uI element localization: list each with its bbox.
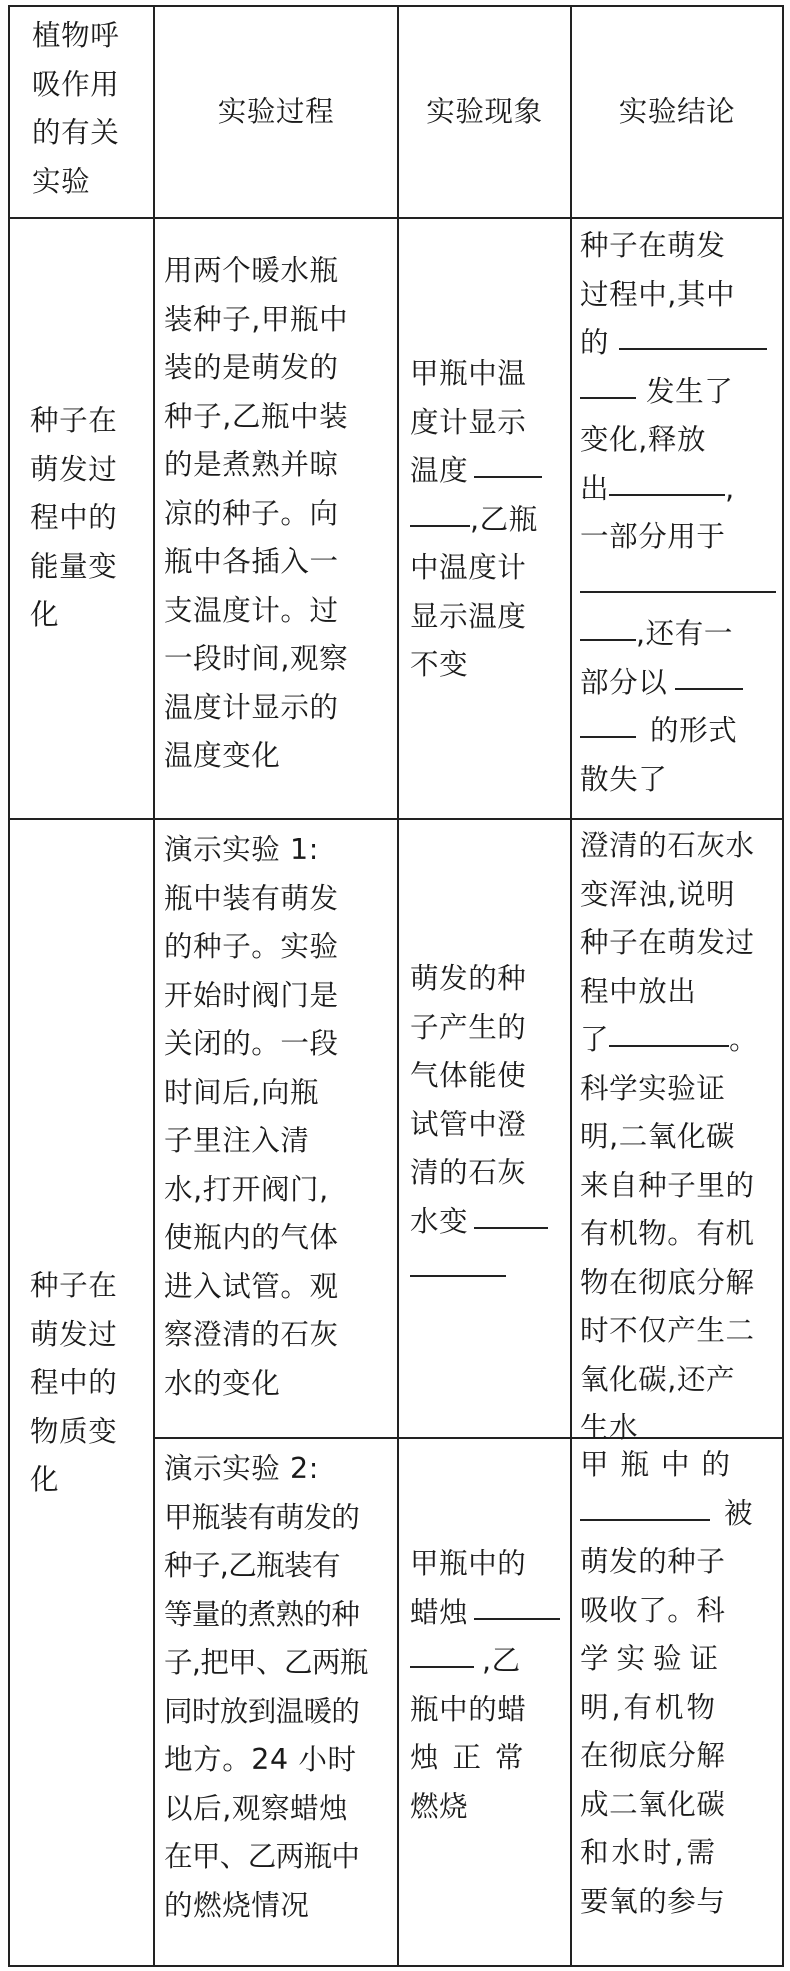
exp1-concl-line: 科学实验证 <box>580 1071 726 1105</box>
table-divider-row1 <box>8 818 784 820</box>
exp1-concl-line: 。 <box>729 1023 759 1056</box>
exp1-concl-line: 澄清的石灰水 <box>580 829 755 862</box>
exp1-process-line: 开始时阀门是 <box>164 978 339 1012</box>
exp2-concl-line: 要氧的参与 <box>580 1884 726 1918</box>
row1-label-line: 能量变 <box>30 549 118 583</box>
row1-phen-line: 度计显示 <box>410 405 527 439</box>
header-col1-line: 植物呼 <box>32 19 120 52</box>
exp2-concl-line: 明,有机物 <box>580 1690 719 1724</box>
exp1-process-line: 使瓶内的气体 <box>164 1221 339 1254</box>
row1-concl-line: 的 <box>580 326 610 359</box>
exp1-concl-line: 有机物。有机 <box>580 1217 755 1250</box>
exp2-phen-line: 烛正常 <box>410 1741 538 1774</box>
header-col1-line: 的有关 <box>32 116 120 149</box>
row2-label-line: 化 <box>30 1463 60 1496</box>
exp2-phen-line: 蜡烛 <box>410 1595 469 1629</box>
answer-blank <box>580 590 776 593</box>
exp1-phen-line: 气体能使 <box>410 1059 527 1092</box>
exp1-process-line: 察澄清的石灰 <box>164 1318 339 1351</box>
table-divider-col1 <box>153 5 155 1967</box>
row2-label-line: 物质变 <box>30 1414 118 1448</box>
exp2-process-line: 地方。24 小时 <box>164 1743 357 1776</box>
row1-label <box>30 397 150 640</box>
row1-concl-line: 变化,释放 <box>580 423 707 456</box>
answer-blank <box>410 1274 506 1277</box>
answer-blank <box>474 475 542 478</box>
exp1-concl-line: 生水 <box>580 1411 639 1444</box>
exp2-process-line: 甲瓶装有萌发的 <box>164 1500 360 1534</box>
row1-concl-line: 部分以 <box>580 665 668 699</box>
exp1-phen-line: 萌发的种 <box>410 962 527 995</box>
exp1-concl-line: 物在彻底分解 <box>580 1265 755 1299</box>
answer-blank <box>474 1226 548 1229</box>
row1-process-line: 凉的种子。向 <box>164 496 339 530</box>
exp2-concl-line: 和水时,需 <box>580 1836 719 1869</box>
row2-label <box>30 1262 150 1505</box>
exp2-process-line: 演示实验 2: <box>164 1452 319 1485</box>
exp2-process-line: 以后,观察蜡烛 <box>164 1791 349 1825</box>
row1-process <box>164 247 394 781</box>
exp1-conclusion <box>580 822 780 1453</box>
row1-process-line: 种子,乙瓶中装 <box>164 399 349 433</box>
answer-blank <box>675 687 743 690</box>
exp2-phen-line: ,乙 <box>482 1644 521 1677</box>
exp1-concl-line: 来自种子里的 <box>580 1168 755 1202</box>
row1-phenomenon <box>410 350 570 690</box>
exp1-concl-line: 了 <box>580 1023 610 1056</box>
row1-process-line: 的是煮熟并晾 <box>164 448 339 481</box>
exp1-process-line: 的种子。实验 <box>164 930 339 963</box>
exp2-process-line: 在甲、乙两瓶中 <box>164 1840 360 1873</box>
row1-concl-line: 一部分用于 <box>580 520 726 553</box>
exp1-process-line: 水,打开阀门, <box>164 1172 329 1206</box>
row1-phen-line: ,乙瓶 <box>470 502 538 536</box>
row1-process-line: 装种子,甲瓶中 <box>164 302 349 336</box>
exp1-phen-line: 水变 <box>410 1204 469 1238</box>
header-col1-line: 吸作用 <box>32 67 120 101</box>
row2-label-line: 萌发过 <box>30 1317 118 1351</box>
row1-process-line: 装的是萌发的 <box>164 351 339 384</box>
exp2-process-line: 等量的煮熟的种 <box>164 1597 360 1631</box>
header-col4 <box>572 7 782 217</box>
answer-blank <box>474 1617 560 1620</box>
answer-blank <box>410 524 470 527</box>
exp2-concl-line: 学实验证 <box>580 1642 727 1675</box>
row1-label-line: 种子在 <box>30 404 118 437</box>
exp2-concl-line: 吸收了。科 <box>580 1593 726 1627</box>
exp1-phenomenon <box>410 955 570 1295</box>
answer-blank <box>580 735 636 738</box>
exp1-concl-line: 氧化碳,还产 <box>580 1362 736 1396</box>
exp2-process-line: 的燃烧情况 <box>164 1888 310 1922</box>
row1-concl-line: 过程中,其中 <box>580 277 736 311</box>
row1-process-line: 支温度计。过 <box>164 593 339 627</box>
exp2-concl-line: 成二氧化碳 <box>580 1787 726 1821</box>
table-border-right <box>782 5 784 1967</box>
row1-process-line: 瓶中各插入一 <box>164 545 339 578</box>
row1-concl-line: 种子在萌发 <box>580 229 726 262</box>
exp2-concl-line: 在彻底分解 <box>580 1739 726 1772</box>
table-border-left <box>8 5 10 1967</box>
exp2-process-line: 同时放到温暖的 <box>164 1694 360 1728</box>
exp2-phen-line: 瓶中的蜡 <box>410 1692 527 1726</box>
exp1-concl-line: 变浑浊,说明 <box>580 877 736 911</box>
answer-blank <box>609 1044 729 1047</box>
header-col1 <box>32 12 152 206</box>
answer-blank <box>580 638 636 641</box>
header-col1-line: 实验 <box>32 164 91 198</box>
row1-concl-line: , <box>725 471 735 505</box>
header-col3 <box>399 7 570 217</box>
exp1-process-line: 时间后,向瓶 <box>164 1075 320 1109</box>
answer-blank <box>580 1518 710 1521</box>
row1-phen-line: 温度 <box>410 454 469 487</box>
row1-process-line: 用两个暖水瓶 <box>164 254 339 287</box>
exp2-concl-line: 被 <box>724 1496 754 1530</box>
row1-phen-line: 甲瓶中温 <box>410 357 527 390</box>
exp1-process <box>164 826 394 1408</box>
row1-concl-line: 发生了 <box>646 374 734 408</box>
exp1-phen-line: 子产生的 <box>410 1010 527 1044</box>
exp1-process-line: 子里注入清 <box>164 1124 310 1157</box>
table-divider-col3 <box>570 5 572 1967</box>
table-border-bottom <box>8 1965 784 1967</box>
row1-process-line: 温度变化 <box>164 739 281 772</box>
exp1-concl-line: 明,二氧化碳 <box>580 1120 736 1153</box>
exp2-conclusion <box>580 1441 780 1926</box>
exp2-concl-line: 甲瓶中的 <box>580 1448 743 1481</box>
answer-blank <box>619 347 767 350</box>
header-phenomenon: 实验现象 <box>426 94 543 128</box>
exp1-concl-line: 程中放出 <box>580 974 697 1008</box>
exp1-process-line: 瓶中装有萌发 <box>164 881 339 915</box>
exp1-phen-line: 试管中澄 <box>410 1107 527 1141</box>
exp1-concl-line: 时不仅产生二 <box>580 1314 755 1347</box>
exp1-phen-line: 清的石灰 <box>410 1156 527 1189</box>
row1-label-line: 程中的 <box>30 501 118 534</box>
exp1-process-line: 演示实验 1: <box>164 833 319 866</box>
row1-concl-line: 的形式 <box>650 714 738 747</box>
answer-blank <box>410 1665 474 1668</box>
row1-phen-line: 显示温度 <box>410 599 527 633</box>
table-divider-col2 <box>397 5 399 1967</box>
header-process: 实验过程 <box>217 94 335 128</box>
row2-label-line: 程中的 <box>30 1366 118 1399</box>
row2-label-line: 种子在 <box>30 1269 118 1302</box>
header-conclusion: 实验结论 <box>618 94 736 128</box>
answer-blank <box>580 396 636 399</box>
exp2-phen-line: 燃烧 <box>410 1789 469 1823</box>
exp2-concl-line: 萌发的种子 <box>580 1545 726 1578</box>
row1-phen-line: 中温度计 <box>410 551 527 584</box>
row1-process-line: 温度计显示的 <box>164 690 339 724</box>
row1-phen-line: 不变 <box>410 648 469 681</box>
row1-conclusion <box>580 222 780 804</box>
exp1-process-line: 水的变化 <box>164 1366 281 1400</box>
exp2-process-line: 种子,乙瓶装有 <box>164 1549 340 1582</box>
exp1-process-line: 关闭的。一段 <box>164 1027 339 1060</box>
header-col2 <box>155 7 397 217</box>
exp1-process-line: 进入试管。观 <box>164 1269 339 1303</box>
exp2-process <box>164 1445 396 1930</box>
row1-label-line: 化 <box>30 598 60 631</box>
row1-concl-line: ,还有一 <box>636 617 733 650</box>
exp2-process-line: 子,把甲、乙两瓶 <box>164 1646 368 1679</box>
row1-concl-line: 出 <box>580 471 610 505</box>
table-divider-header <box>8 217 784 219</box>
exp2-phenomenon <box>410 1540 570 1831</box>
answer-blank <box>609 493 725 496</box>
row1-concl-line: 散失了 <box>580 762 668 796</box>
row1-label-line: 萌发过 <box>30 452 118 486</box>
exp1-concl-line: 种子在萌发过 <box>580 926 755 959</box>
row1-process-line: 一段时间,观察 <box>164 642 349 675</box>
exp2-phen-line: 甲瓶中的 <box>410 1547 527 1580</box>
